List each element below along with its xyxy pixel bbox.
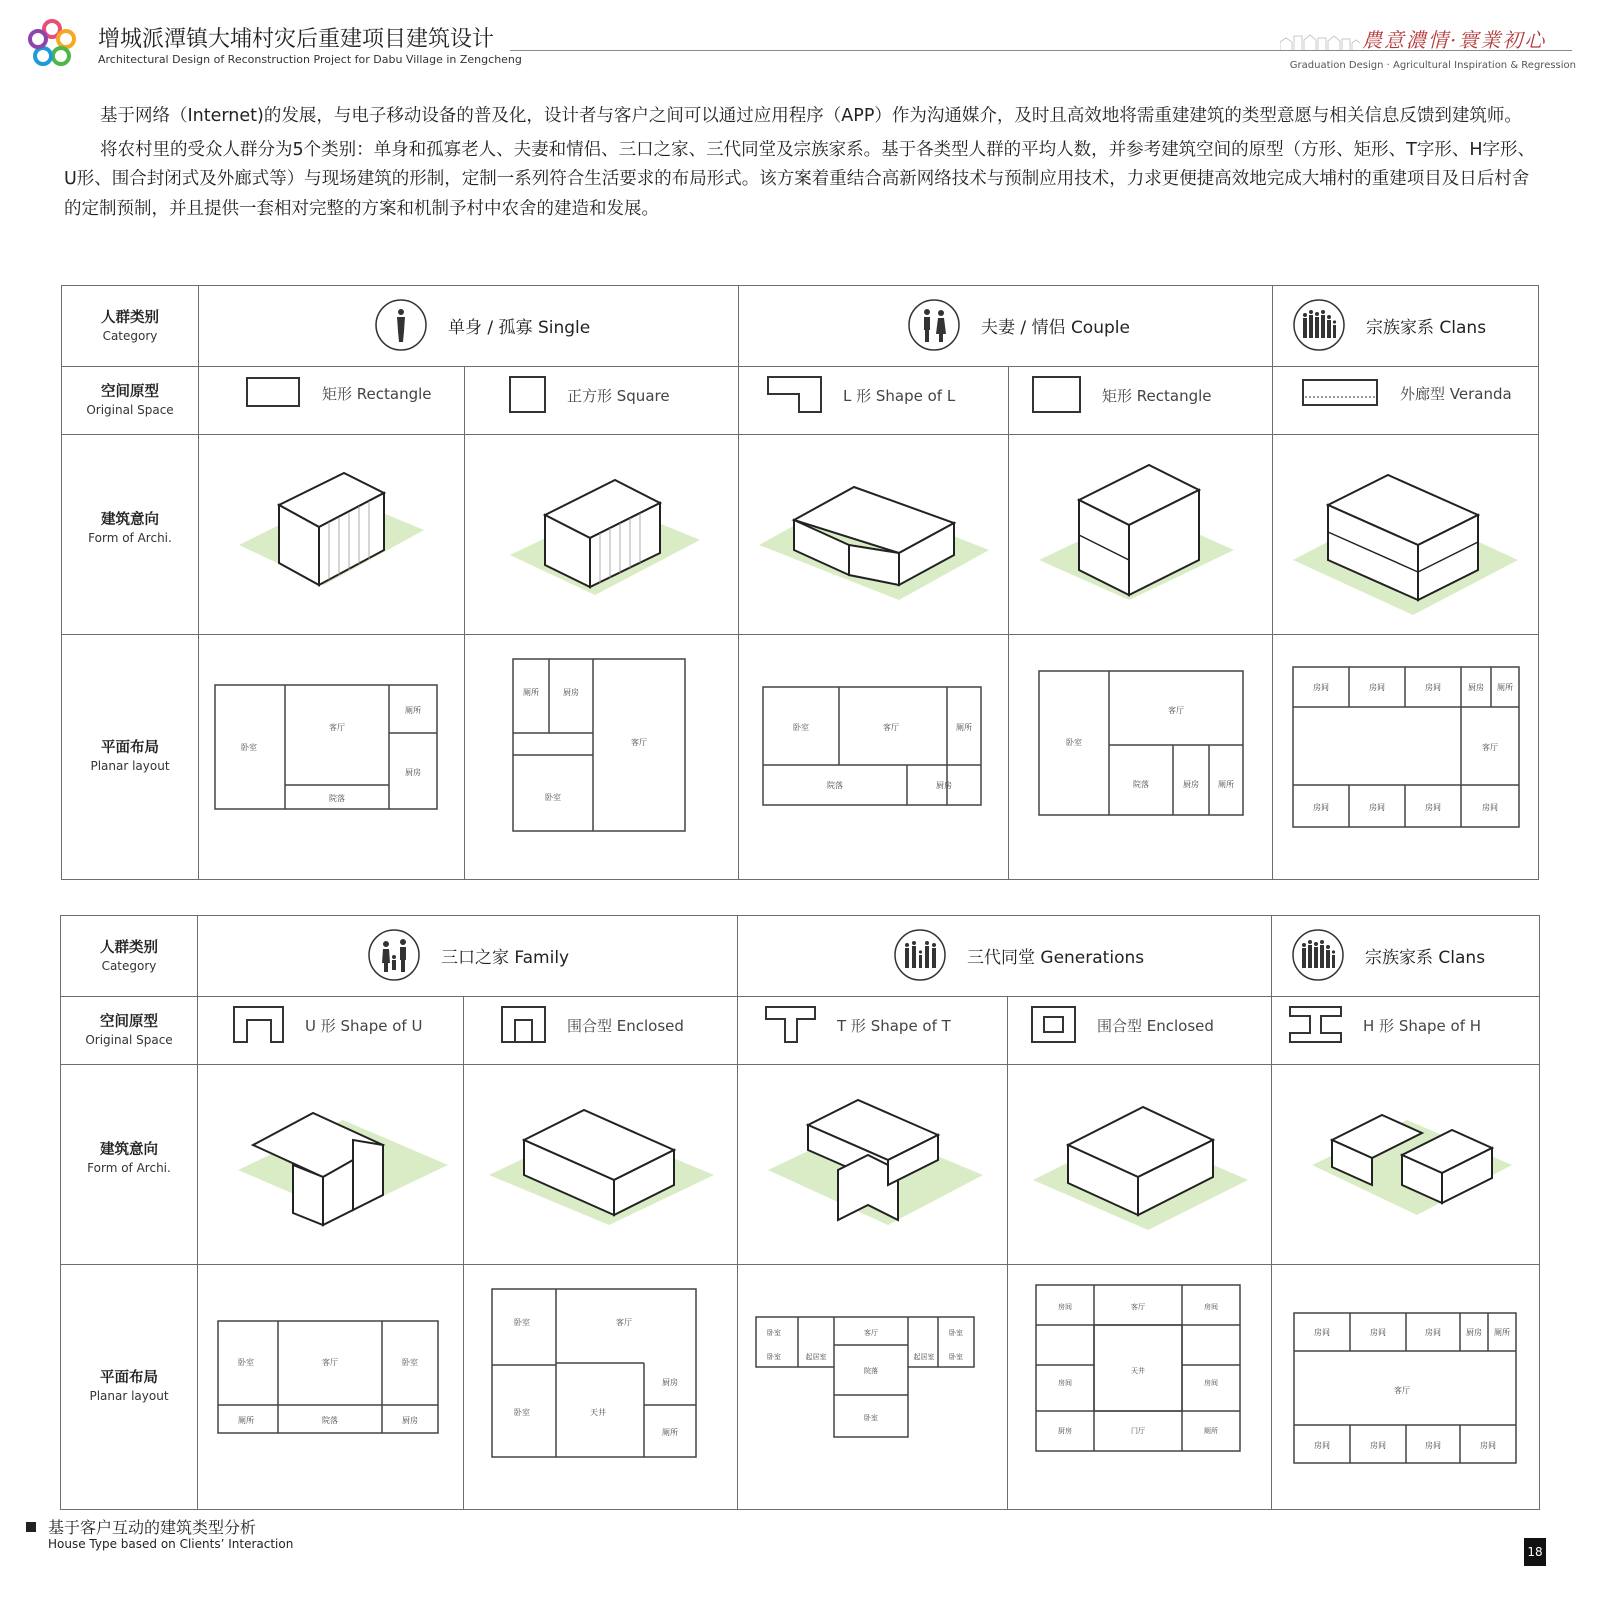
house-type-table-2 — [60, 915, 1540, 1510]
room-label: 房间 — [1313, 803, 1329, 812]
couple-icon — [907, 298, 961, 352]
floor-plan — [1272, 1265, 1538, 1510]
category-couple: 夫妻 / 情侣 Couple — [907, 298, 1130, 352]
room-label: 厨房 — [1468, 683, 1484, 692]
floor-plan — [464, 1265, 737, 1510]
house-isometric — [739, 435, 1008, 634]
floor-plan — [1009, 635, 1272, 880]
house-isometric — [1273, 435, 1539, 634]
room-label: 客厅 — [1482, 743, 1498, 752]
brand-subtitle: Graduation Design · Agricultural Inspiration & Regression — [1289, 60, 1576, 71]
figure-caption: 基于客户互动的建筑类型分析 — [48, 1518, 257, 1537]
room-label: 房间 — [1482, 803, 1498, 812]
generations-icon — [893, 928, 947, 982]
room-label: 房间 — [1314, 1328, 1330, 1337]
rectangle-shape-icon — [246, 376, 302, 410]
room-label: 厕所 — [523, 688, 539, 697]
room-label: 房间 — [1370, 1328, 1386, 1337]
room-label: 院落 — [864, 1367, 878, 1375]
row-label-form: 建筑意向 Form of Archi. — [88, 512, 172, 545]
floor-plan — [739, 635, 1008, 880]
room-label: 卧室 — [949, 1329, 963, 1337]
floor-plan — [1273, 635, 1539, 880]
room-label: 房间 — [1425, 1441, 1441, 1450]
room-label: 客厅 — [864, 1329, 878, 1337]
room-label: 天井 — [1131, 1367, 1145, 1375]
caption-bullet — [26, 1522, 36, 1532]
room-label: 房间 — [1058, 1379, 1072, 1387]
room-label: 客厅 — [631, 738, 647, 747]
room-label: 卧室 — [514, 1408, 530, 1417]
room-label: 房间 — [1480, 1441, 1496, 1450]
family-icon — [367, 928, 421, 982]
house-isometric — [464, 1065, 737, 1264]
clan-icon — [1291, 928, 1345, 982]
room-label: 厨房 — [405, 768, 421, 777]
room-label: 房间 — [1313, 683, 1329, 692]
floor-plan — [198, 1265, 463, 1510]
room-label: 门厅 — [1131, 1427, 1145, 1435]
floor-plan — [1008, 1265, 1271, 1510]
room-label: 卧室 — [793, 723, 809, 732]
category-clans: 宗族家系 Clans — [1291, 928, 1485, 982]
house-isometric — [1009, 435, 1272, 634]
village-skyline-icon — [1280, 30, 1360, 50]
row-label-plan: 平面布局 Planar layout — [90, 740, 170, 773]
figure-caption-en: House Type based on Clients’ Interaction — [48, 1537, 294, 1551]
page-number: 18 — [1524, 1538, 1546, 1566]
room-label: 厨房 — [1058, 1427, 1072, 1435]
room-label: 房间 — [1369, 683, 1385, 692]
room-label: 房间 — [1425, 683, 1441, 692]
room-label: 卧室 — [864, 1414, 878, 1422]
room-label: 房间 — [1314, 1441, 1330, 1450]
t-shape-icon — [765, 1006, 817, 1044]
logo-icon — [24, 16, 80, 72]
room-label: 客厅 — [329, 723, 345, 732]
category-single: 单身 / 孤寡 Single — [374, 298, 590, 352]
room-label: 卧室 — [241, 743, 257, 752]
intro-paragraph: 将农村里的受众人群分为5个类别：单身和孤寡老人、夫妻和情侣、三口之家、三代同堂及宗族家系。基于各类型人群的平均人数，并参考建筑空间的原型（方形、矩形、T字形、H字形、U形、围合封闭式及外廊式等）与现场建筑的形制，定制一系列符合生活要求的布局形式。该方案着重结合高新网络技术与预制应用技术，力求更便捷高效地完成大埔村的重建项目及日后村舍的定制预制，并且提供一套相对完整的方案和机制予村中农舍的建造和发展。 — [64, 139, 1535, 219]
row-label-form: 建筑意向 Form of Archi. — [87, 1142, 171, 1175]
space-square: 正方形 Square — [509, 376, 670, 414]
row-label-category: 人群类别 Category — [100, 940, 158, 973]
clan-icon — [1292, 298, 1346, 352]
room-label: 卧室 — [238, 1358, 254, 1367]
house-isometric — [1008, 1065, 1271, 1264]
house-isometric — [738, 1065, 1007, 1264]
room-label: 厨房 — [1466, 1328, 1482, 1337]
space-rectangle: 矩形 Rectangle — [1032, 376, 1212, 414]
room-label: 客厅 — [616, 1318, 632, 1327]
single-person-icon — [374, 298, 428, 352]
house-isometric — [465, 435, 738, 634]
room-label: 卧室 — [402, 1358, 418, 1367]
room-label: 厕所 — [1218, 780, 1234, 789]
room-label: 厕所 — [662, 1428, 678, 1437]
room-label: 客厅 — [1131, 1303, 1145, 1311]
space-h-shape: H 形 Shape of H — [1289, 1006, 1481, 1044]
room-label: 厨房 — [662, 1378, 678, 1387]
room-label: 客厅 — [322, 1358, 338, 1367]
page-subtitle: Architectural Design of Reconstruction Project for Dabu Village in Zengcheng — [98, 53, 522, 66]
house-isometric — [199, 435, 464, 634]
floor-plan — [199, 635, 464, 880]
room-label: 房间 — [1425, 1328, 1441, 1337]
room-label: 卧室 — [514, 1318, 530, 1327]
enclosed-shape-icon — [501, 1006, 547, 1044]
square-shape-icon — [509, 376, 547, 414]
room-label: 厕所 — [1494, 1328, 1510, 1337]
room-label: 卧室 — [767, 1329, 781, 1337]
room-label: 起居室 — [913, 1353, 935, 1361]
room-label: 客厅 — [883, 723, 899, 732]
room-label: 厨房 — [563, 688, 579, 697]
row-label-space: 空间原型 Original Space — [85, 1014, 173, 1047]
space-enclosed: 围合型 Enclosed — [501, 1006, 684, 1044]
veranda-shape-icon — [1302, 378, 1380, 408]
u-shape-icon — [233, 1006, 285, 1044]
room-label: 起居室 — [805, 1353, 827, 1361]
room-label: 卧室 — [949, 1353, 963, 1361]
room-label: 厨房 — [402, 1416, 418, 1425]
room-label: 卧室 — [545, 793, 561, 802]
l-shape-icon — [767, 376, 823, 414]
room-label: 房间 — [1058, 1303, 1072, 1311]
room-label: 厨房 — [1183, 780, 1199, 789]
room-label: 客厅 — [1394, 1386, 1410, 1395]
row-label-category: 人群类别 Category — [101, 310, 159, 343]
enclosed-shape-icon — [1031, 1006, 1077, 1044]
category-clans: 宗族家系 Clans — [1292, 298, 1486, 352]
floor-plan — [465, 635, 738, 880]
room-label: 院落 — [827, 781, 843, 790]
row-label-space: 空间原型 Original Space — [86, 384, 174, 417]
space-rectangle: 矩形 Rectangle — [246, 376, 432, 410]
room-label: 客厅 — [1168, 706, 1184, 715]
room-label: 院落 — [1133, 780, 1149, 789]
row-label-plan: 平面布局 Planar layout — [89, 1370, 169, 1403]
house-isometric — [1272, 1065, 1538, 1264]
room-label: 卧室 — [1066, 738, 1082, 747]
room-label: 厨房 — [936, 781, 952, 790]
intro-text — [64, 102, 1539, 228]
category-family: 三口之家 Family — [367, 928, 569, 982]
space-l-shape: L 形 Shape of L — [767, 376, 955, 414]
room-label: 厕所 — [238, 1416, 254, 1425]
room-label: 房间 — [1370, 1441, 1386, 1450]
rectangle-shape-icon — [1032, 376, 1082, 414]
brand-slogan: 農意濃情·寰業初心 — [1362, 28, 1547, 52]
space-t-shape: T 形 Shape of T — [765, 1006, 951, 1044]
room-label: 房间 — [1204, 1379, 1218, 1387]
floor-plan — [738, 1265, 1007, 1510]
room-label: 厕所 — [956, 723, 972, 732]
house-type-table-1 — [61, 285, 1539, 880]
room-label: 房间 — [1369, 803, 1385, 812]
room-label: 厕所 — [405, 706, 421, 715]
h-shape-icon — [1289, 1006, 1343, 1044]
room-label: 天井 — [590, 1408, 606, 1417]
room-label: 院落 — [322, 1416, 338, 1425]
room-label: 房间 — [1204, 1303, 1218, 1311]
room-label: 厕所 — [1204, 1427, 1218, 1435]
room-label: 厕所 — [1497, 683, 1513, 692]
room-label: 院落 — [329, 794, 345, 803]
space-veranda: 外廊型 Veranda — [1302, 378, 1512, 408]
intro-paragraph: 基于网络（Internet)的发展，与电子移动设备的普及化，设计者与客户之间可以通过应用程序（APP）作为沟通媒介，及时且高效地将需重建建筑的类型意愿与相关信息反馈到建筑师。 — [100, 106, 1522, 126]
room-label: 房间 — [1425, 803, 1441, 812]
house-isometric — [198, 1065, 463, 1264]
room-label: 卧室 — [767, 1353, 781, 1361]
page-title: 增城派潭镇大埔村灾后重建项目建筑设计 — [98, 27, 495, 52]
category-generations: 三代同堂 Generations — [893, 928, 1144, 982]
space-u-shape: U 形 Shape of U — [233, 1006, 422, 1044]
space-enclosed: 围合型 Enclosed — [1031, 1006, 1214, 1044]
